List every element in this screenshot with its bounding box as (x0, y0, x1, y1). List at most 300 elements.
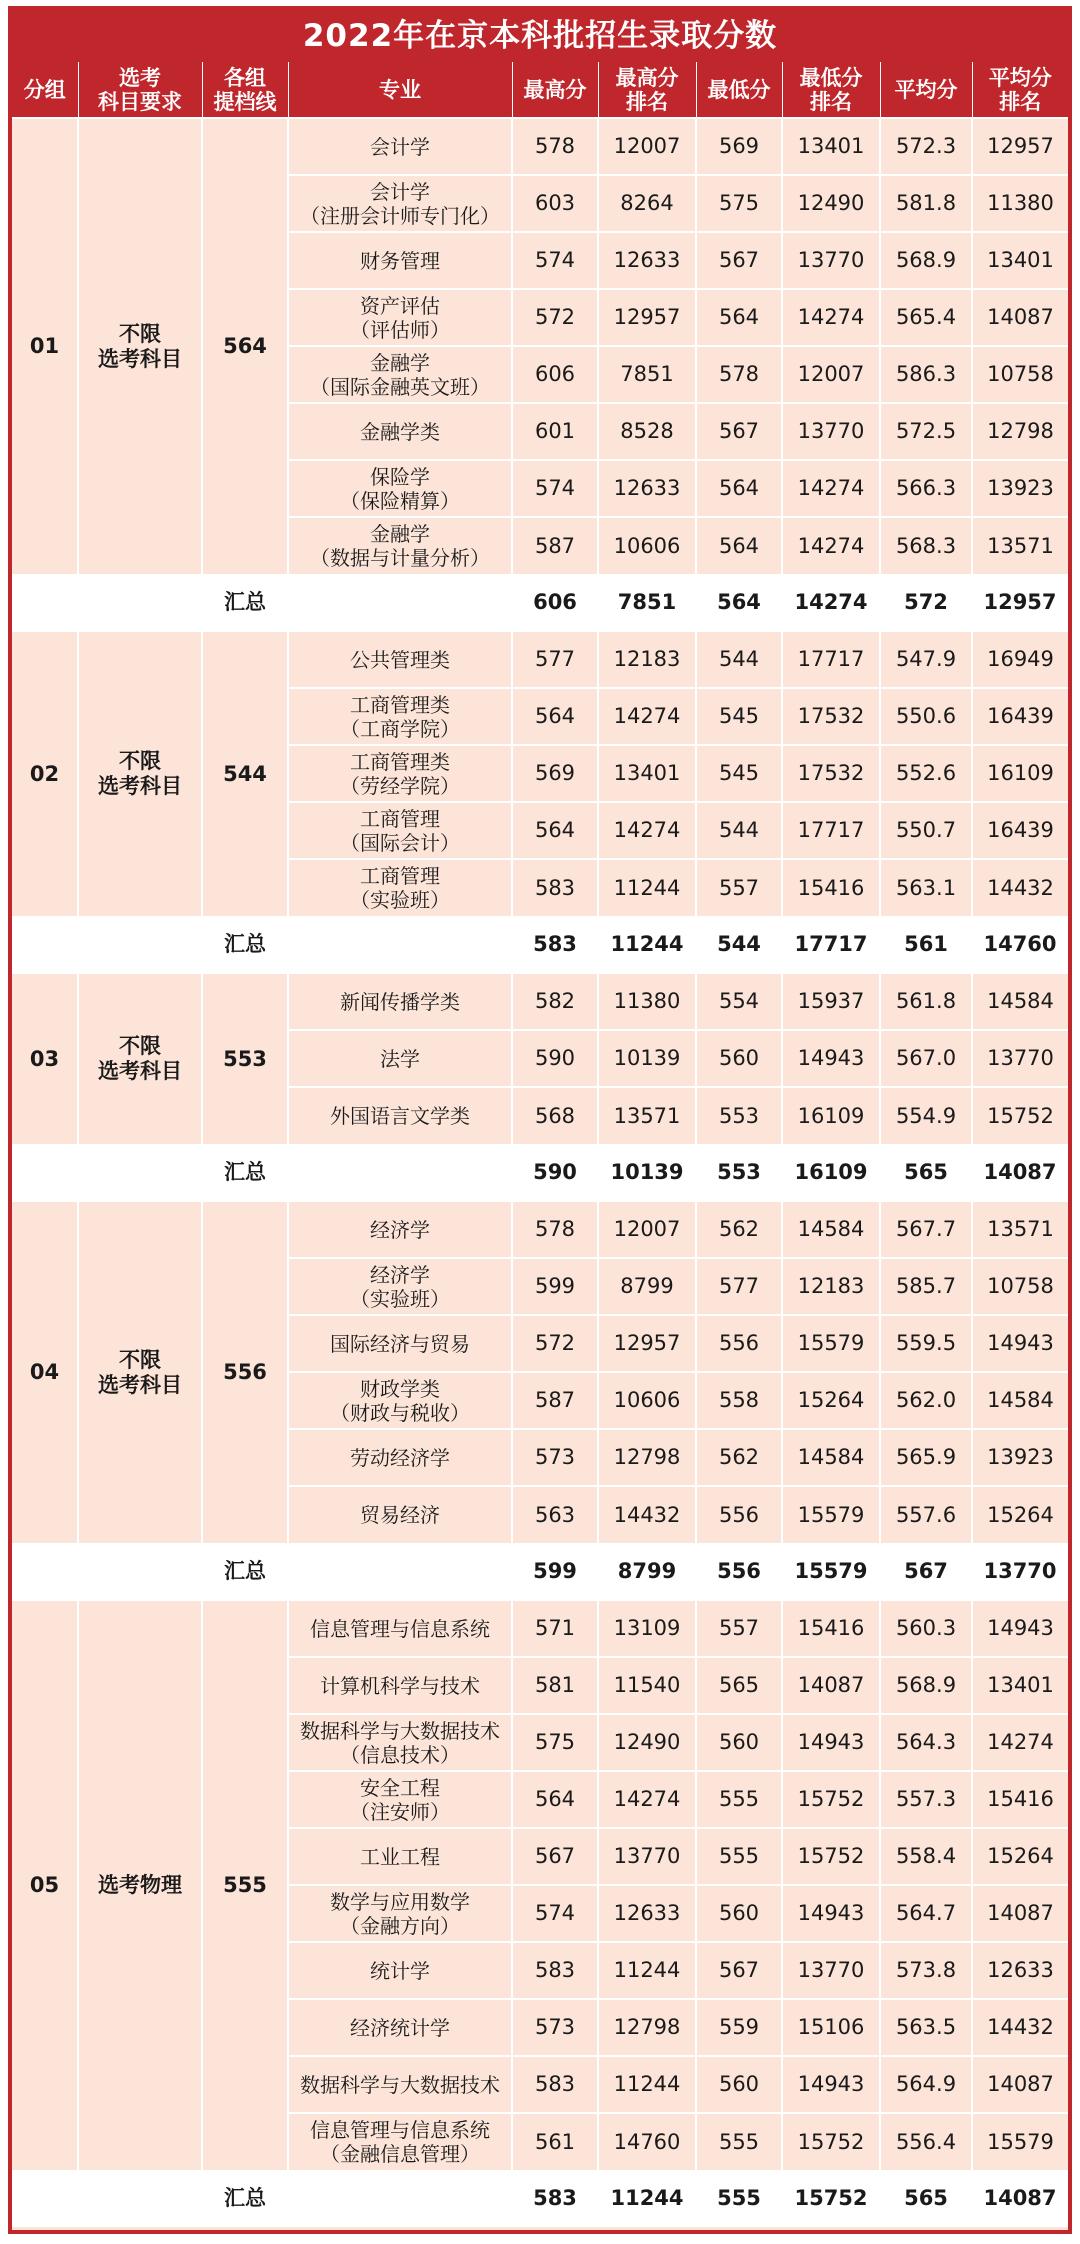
min-score: 553 (696, 1087, 782, 1144)
summary-min-score: 553 (696, 1144, 782, 1201)
summary-row (12, 1144, 1068, 1201)
min-score: 559 (696, 1999, 782, 2056)
avg-score: 550.7 (880, 802, 972, 859)
max-score-rank: 12007 (598, 118, 696, 175)
max-score-rank: 10139 (598, 1030, 696, 1087)
min-score-rank: 14087 (782, 1657, 880, 1714)
summary-min-score-rank: 15579 (782, 1543, 880, 1600)
major-subtitle: （注册会计师专门化） (300, 203, 500, 228)
summary-blank (288, 916, 512, 973)
max-score-rank: 14432 (598, 1486, 696, 1543)
max-score-rank: 8799 (598, 1258, 696, 1315)
avg-score-rank: 12957 (972, 118, 1068, 175)
major-name: 计算机科学与技术 (288, 1657, 512, 1714)
major-subtitle: （国际会计） (340, 830, 460, 855)
summary-max-score-rank: 11244 (598, 916, 696, 973)
major-name: 新闻传播学类 (288, 973, 512, 1030)
summary-blank (288, 1144, 512, 1201)
major-subtitle: （保险精算） (340, 488, 460, 513)
major-subtitle: （金融方向） (340, 1913, 460, 1938)
summary-max-score: 583 (512, 2170, 598, 2227)
max-score-rank: 10606 (598, 1372, 696, 1429)
summary-spacer (12, 2170, 202, 2227)
summary-blank (288, 1543, 512, 1600)
avg-score-rank: 16439 (972, 688, 1068, 745)
min-score: 578 (696, 346, 782, 403)
max-score-rank: 12183 (598, 631, 696, 688)
summary-avg-score: 561 (880, 916, 972, 973)
max-score-rank: 13401 (598, 745, 696, 802)
avg-score-rank: 16109 (972, 745, 1068, 802)
major-subtitle: （金融信息管理） (320, 2142, 480, 2166)
group-id: 03 (12, 973, 78, 1144)
max-score-rank: 12798 (598, 1429, 696, 1486)
major-name: 国际经济与贸易 (288, 1315, 512, 1372)
summary-avg-score: 565 (880, 1144, 972, 1201)
max-score-rank: 12633 (598, 1885, 696, 1942)
avg-score: 573.8 (880, 1942, 972, 1999)
major-subtitle: （实验班） (350, 1286, 450, 1311)
max-score-rank: 11244 (598, 859, 696, 916)
max-score-rank: 12957 (598, 289, 696, 346)
max-score-rank: 14274 (598, 802, 696, 859)
major-subtitle: （评估师） (350, 317, 450, 342)
min-score: 558 (696, 1372, 782, 1429)
max-score-rank: 8528 (598, 403, 696, 460)
avg-score: 585.7 (880, 1258, 972, 1315)
summary-row (12, 916, 1068, 973)
max-score: 599 (512, 1258, 598, 1315)
summary-avg-score-rank: 14760 (972, 916, 1068, 973)
summary-row (12, 574, 1068, 631)
max-score: 575 (512, 1714, 598, 1771)
summary-min-score-rank: 15752 (782, 2170, 880, 2227)
summary-min-score: 556 (696, 1543, 782, 1600)
score-table (12, 62, 1068, 2227)
min-score: 556 (696, 1315, 782, 1372)
min-score-rank: 17532 (782, 745, 880, 802)
min-score: 545 (696, 688, 782, 745)
avg-score: 552.6 (880, 745, 972, 802)
min-score: 567 (696, 232, 782, 289)
max-score-rank: 12957 (598, 1315, 696, 1372)
max-score: 564 (512, 802, 598, 859)
min-score: 555 (696, 1828, 782, 1885)
header-major: 专业 (288, 62, 512, 118)
summary-label: 汇总 (202, 2170, 288, 2227)
header-avg: 平均分 (880, 62, 972, 118)
summary-min-score: 555 (696, 2170, 782, 2227)
summary-max-score-rank: 10139 (598, 1144, 696, 1201)
min-score-rank: 13770 (782, 403, 880, 460)
max-score-rank: 12490 (598, 1714, 696, 1771)
min-score-rank: 14584 (782, 1201, 880, 1258)
max-score-rank: 11380 (598, 973, 696, 1030)
avg-score-rank: 12633 (972, 1942, 1068, 1999)
max-score: 567 (512, 1828, 598, 1885)
avg-score-rank: 11380 (972, 175, 1068, 232)
avg-score: 550.6 (880, 688, 972, 745)
min-score: 555 (696, 1771, 782, 1828)
table-body (12, 118, 1068, 2227)
summary-label: 汇总 (202, 574, 288, 631)
avg-score: 561.8 (880, 973, 972, 1030)
min-score: 545 (696, 745, 782, 802)
avg-score-rank: 14087 (972, 1885, 1068, 1942)
min-score: 560 (696, 1030, 782, 1087)
avg-score-rank: 14087 (972, 289, 1068, 346)
summary-label: 汇总 (202, 1144, 288, 1201)
max-score: 572 (512, 289, 598, 346)
table-row (12, 1201, 1068, 1258)
min-score: 557 (696, 859, 782, 916)
min-score: 562 (696, 1429, 782, 1486)
min-score-rank: 16109 (782, 1087, 880, 1144)
avg-score-rank: 15579 (972, 2113, 1068, 2170)
min-score-rank: 14943 (782, 1030, 880, 1087)
avg-score-rank: 14274 (972, 1714, 1068, 1771)
max-score-rank: 14274 (598, 688, 696, 745)
subject-requirement: 不限 选考科目 (78, 1201, 202, 1543)
max-score: 601 (512, 403, 598, 460)
summary-avg-score-rank: 14087 (972, 2170, 1068, 2227)
major-name: 公共管理类 (288, 631, 512, 688)
max-score-rank: 11244 (598, 1942, 696, 1999)
major-name: 保险学 （保险精算） (288, 460, 512, 517)
header-avg-rank: 平均分 排名 (972, 62, 1068, 118)
summary-blank (288, 2170, 512, 2227)
min-score: 562 (696, 1201, 782, 1258)
summary-row (12, 2170, 1068, 2227)
table-row (12, 118, 1068, 175)
max-score: 590 (512, 1030, 598, 1087)
summary-spacer (12, 574, 202, 631)
subject-requirement: 选考物理 (78, 1600, 202, 2170)
max-score: 574 (512, 460, 598, 517)
header-requirement: 选考 科目要求 (78, 62, 202, 118)
group-id: 02 (12, 631, 78, 916)
min-score-rank: 14943 (782, 2056, 880, 2113)
avg-score: 572.3 (880, 118, 972, 175)
avg-score-rank: 14087 (972, 2056, 1068, 2113)
major-name: 经济学 （实验班） (288, 1258, 512, 1315)
min-score: 564 (696, 517, 782, 574)
avg-score: 565.9 (880, 1429, 972, 1486)
summary-min-score: 564 (696, 574, 782, 631)
avg-score: 568.3 (880, 517, 972, 574)
avg-score: 563.1 (880, 859, 972, 916)
avg-score-rank: 13923 (972, 1429, 1068, 1486)
major-name: 贸易经济 (288, 1486, 512, 1543)
avg-score-rank: 14432 (972, 1999, 1068, 2056)
summary-max-score: 590 (512, 1144, 598, 1201)
avg-score-rank: 13571 (972, 517, 1068, 574)
summary-max-score-rank: 8799 (598, 1543, 696, 1600)
min-score-rank: 14943 (782, 1885, 880, 1942)
avg-score-rank: 14432 (972, 859, 1068, 916)
summary-spacer (12, 916, 202, 973)
avg-score: 572.5 (880, 403, 972, 460)
avg-score: 557.3 (880, 1771, 972, 1828)
major-name: 数学与应用数学 （金融方向） (288, 1885, 512, 1942)
avg-score-rank: 13923 (972, 460, 1068, 517)
major-subtitle: （工商学院） (340, 716, 460, 741)
group-cutoff-line: 544 (202, 631, 288, 916)
major-name: 工商管理 （国际会计） (288, 802, 512, 859)
header-group: 分组 (12, 62, 78, 118)
avg-score: 567.0 (880, 1030, 972, 1087)
min-score: 544 (696, 631, 782, 688)
summary-avg-score-rank: 12957 (972, 574, 1068, 631)
max-score: 569 (512, 745, 598, 802)
avg-score: 563.5 (880, 1999, 972, 2056)
summary-max-score: 606 (512, 574, 598, 631)
avg-score: 564.9 (880, 2056, 972, 2113)
avg-score-rank: 13401 (972, 1657, 1068, 1714)
major-name: 金融学 （数据与计量分析） (288, 517, 512, 574)
min-score: 560 (696, 2056, 782, 2113)
major-name: 工商管理类 （工商学院） (288, 688, 512, 745)
header-min: 最低分 (696, 62, 782, 118)
avg-score-rank: 10758 (972, 346, 1068, 403)
max-score: 578 (512, 1201, 598, 1258)
group-cutoff-line: 556 (202, 1201, 288, 1543)
min-score: 569 (696, 118, 782, 175)
major-name: 金融学 （国际金融英文班） (288, 346, 512, 403)
summary-max-score-rank: 7851 (598, 574, 696, 631)
major-name: 工商管理类 （劳经学院） (288, 745, 512, 802)
avg-score: 586.3 (880, 346, 972, 403)
subject-requirement: 不限 选考科目 (78, 631, 202, 916)
avg-score-rank: 14584 (972, 1372, 1068, 1429)
subject-requirement: 不限 选考科目 (78, 973, 202, 1144)
min-score: 564 (696, 460, 782, 517)
min-score-rank: 17717 (782, 631, 880, 688)
avg-score-rank: 14943 (972, 1600, 1068, 1657)
summary-max-score-rank: 11244 (598, 2170, 696, 2227)
page-title: 2022年在京本科批招生录取分数 (12, 10, 1068, 62)
summary-max-score: 599 (512, 1543, 598, 1600)
major-subtitle: （实验班） (350, 888, 450, 912)
min-score-rank: 14274 (782, 289, 880, 346)
max-score: 581 (512, 1657, 598, 1714)
max-score: 571 (512, 1600, 598, 1657)
max-score: 583 (512, 1942, 598, 1999)
avg-score-rank: 13401 (972, 232, 1068, 289)
min-score: 560 (696, 1714, 782, 1771)
major-name: 外国语言文学类 (288, 1087, 512, 1144)
min-score-rank: 13770 (782, 1942, 880, 1999)
min-score: 564 (696, 289, 782, 346)
avg-score: 554.9 (880, 1087, 972, 1144)
avg-score: 564.3 (880, 1714, 972, 1771)
table-row (12, 1600, 1068, 1657)
min-score: 560 (696, 1885, 782, 1942)
avg-score: 567.7 (880, 1201, 972, 1258)
min-score: 577 (696, 1258, 782, 1315)
avg-score: 547.9 (880, 631, 972, 688)
avg-score: 556.4 (880, 2113, 972, 2170)
min-score-rank: 14274 (782, 460, 880, 517)
avg-score-rank: 13571 (972, 1201, 1068, 1258)
min-score-rank: 15416 (782, 859, 880, 916)
min-score-rank: 15579 (782, 1486, 880, 1543)
max-score: 563 (512, 1486, 598, 1543)
group-id: 04 (12, 1201, 78, 1543)
header-line: 各组 提档线 (202, 62, 288, 118)
summary-spacer (12, 1543, 202, 1600)
avg-score: 581.8 (880, 175, 972, 232)
admission-score-sheet (8, 6, 1072, 2234)
min-score: 575 (696, 175, 782, 232)
max-score: 587 (512, 1372, 598, 1429)
summary-max-score: 583 (512, 916, 598, 973)
max-score-rank: 10606 (598, 517, 696, 574)
major-name: 工商管理 （实验班） (288, 859, 512, 916)
max-score-rank: 11244 (598, 2056, 696, 2113)
avg-score-rank: 14584 (972, 973, 1068, 1030)
major-name: 统计学 (288, 1942, 512, 1999)
max-score: 583 (512, 2056, 598, 2113)
avg-score-rank: 16439 (972, 802, 1068, 859)
summary-spacer (12, 1144, 202, 1201)
min-score-rank: 14584 (782, 1429, 880, 1486)
avg-score: 560.3 (880, 1600, 972, 1657)
avg-score-rank: 15264 (972, 1486, 1068, 1543)
max-score-rank: 13109 (598, 1600, 696, 1657)
min-score: 565 (696, 1657, 782, 1714)
table-row (12, 973, 1068, 1030)
min-score-rank: 17717 (782, 802, 880, 859)
max-score: 573 (512, 1999, 598, 2056)
avg-score-rank: 13770 (972, 1030, 1068, 1087)
header-row (12, 62, 1068, 118)
group-cutoff-line: 555 (202, 1600, 288, 2170)
max-score-rank: 13571 (598, 1087, 696, 1144)
max-score-rank: 13770 (598, 1828, 696, 1885)
max-score: 587 (512, 517, 598, 574)
summary-avg-score-rank: 13770 (972, 1543, 1068, 1600)
major-name: 会计学 （注册会计师专门化） (288, 175, 512, 232)
table-row (12, 631, 1068, 688)
max-score: 574 (512, 232, 598, 289)
max-score: 583 (512, 859, 598, 916)
max-score-rank: 7851 (598, 346, 696, 403)
major-subtitle: （劳经学院） (340, 773, 460, 798)
avg-score: 565.4 (880, 289, 972, 346)
max-score-rank: 12633 (598, 232, 696, 289)
max-score-rank: 14274 (598, 1771, 696, 1828)
max-score: 606 (512, 346, 598, 403)
min-score: 544 (696, 802, 782, 859)
min-score-rank: 14274 (782, 517, 880, 574)
major-subtitle: （注安师） (350, 1799, 450, 1824)
max-score: 574 (512, 1885, 598, 1942)
summary-min-score-rank: 14274 (782, 574, 880, 631)
avg-score: 558.4 (880, 1828, 972, 1885)
avg-score: 568.9 (880, 1657, 972, 1714)
min-score-rank: 12183 (782, 1258, 880, 1315)
max-score: 568 (512, 1087, 598, 1144)
max-score: 582 (512, 973, 598, 1030)
max-score-rank: 8264 (598, 175, 696, 232)
group-cutoff-line: 553 (202, 973, 288, 1144)
summary-min-score: 544 (696, 916, 782, 973)
major-name: 法学 (288, 1030, 512, 1087)
avg-score: 568.9 (880, 232, 972, 289)
group-cutoff-line: 564 (202, 118, 288, 574)
major-name: 信息管理与信息系统 （金融信息管理） (288, 2113, 512, 2170)
summary-avg-score: 572 (880, 574, 972, 631)
max-score-rank: 11540 (598, 1657, 696, 1714)
max-score-rank: 12633 (598, 460, 696, 517)
max-score: 572 (512, 1315, 598, 1372)
major-name: 安全工程 （注安师） (288, 1771, 512, 1828)
max-score: 573 (512, 1429, 598, 1486)
subject-requirement: 不限 选考科目 (78, 118, 202, 574)
avg-score: 566.3 (880, 460, 972, 517)
major-subtitle: （数据与计量分析） (310, 546, 490, 570)
min-score-rank: 15937 (782, 973, 880, 1030)
avg-score-rank: 10758 (972, 1258, 1068, 1315)
min-score-rank: 13770 (782, 232, 880, 289)
major-name: 资产评估 （评估师） (288, 289, 512, 346)
min-score-rank: 13401 (782, 118, 880, 175)
avg-score-rank: 14943 (972, 1315, 1068, 1372)
major-name: 财务管理 (288, 232, 512, 289)
avg-score: 557.6 (880, 1486, 972, 1543)
header-min-rank: 最低分 排名 (782, 62, 880, 118)
major-name: 经济统计学 (288, 1999, 512, 2056)
min-score-rank: 17532 (782, 688, 880, 745)
min-score-rank: 15106 (782, 1999, 880, 2056)
major-name: 数据科学与大数据技术 (288, 2056, 512, 2113)
min-score-rank: 15579 (782, 1315, 880, 1372)
major-name: 金融学类 (288, 403, 512, 460)
min-score-rank: 14943 (782, 1714, 880, 1771)
major-subtitle: （信息技术） (340, 1742, 460, 1767)
avg-score-rank: 15752 (972, 1087, 1068, 1144)
min-score: 557 (696, 1600, 782, 1657)
summary-min-score-rank: 16109 (782, 1144, 880, 1201)
max-score: 564 (512, 1771, 598, 1828)
major-name: 数据科学与大数据技术 （信息技术） (288, 1714, 512, 1771)
min-score-rank: 15752 (782, 1828, 880, 1885)
min-score-rank: 12007 (782, 346, 880, 403)
min-score: 567 (696, 1942, 782, 1999)
min-score-rank: 15416 (782, 1600, 880, 1657)
max-score: 564 (512, 688, 598, 745)
avg-score-rank: 15416 (972, 1771, 1068, 1828)
avg-score-rank: 16949 (972, 631, 1068, 688)
summary-row (12, 1543, 1068, 1600)
min-score-rank: 15264 (782, 1372, 880, 1429)
avg-score: 559.5 (880, 1315, 972, 1372)
avg-score: 562.0 (880, 1372, 972, 1429)
min-score-rank: 15752 (782, 1771, 880, 1828)
major-name: 劳动经济学 (288, 1429, 512, 1486)
major-name: 财政学类 （财政与税收） (288, 1372, 512, 1429)
header-max: 最高分 (512, 62, 598, 118)
avg-score-rank: 12798 (972, 403, 1068, 460)
max-score: 603 (512, 175, 598, 232)
min-score: 567 (696, 403, 782, 460)
major-name: 工业工程 (288, 1828, 512, 1885)
summary-blank (288, 574, 512, 631)
summary-label: 汇总 (202, 916, 288, 973)
group-id: 05 (12, 1600, 78, 2170)
summary-avg-score: 567 (880, 1543, 972, 1600)
